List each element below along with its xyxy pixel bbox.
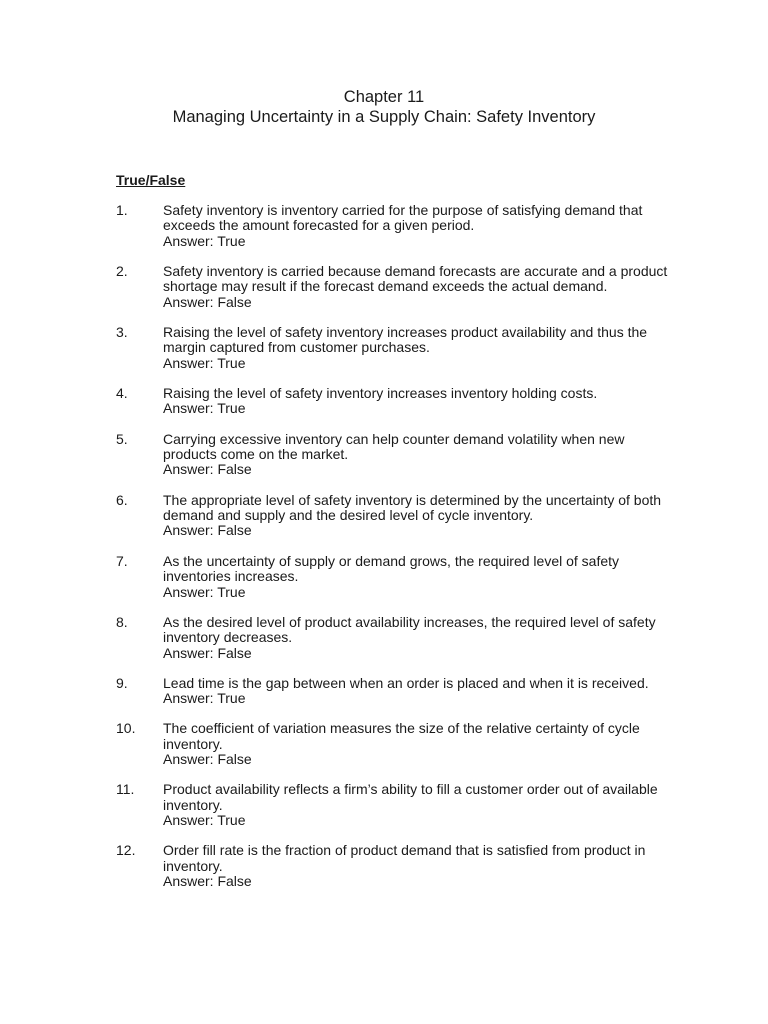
question-body xyxy=(163,432,676,478)
question-item xyxy=(116,432,676,478)
question-number: 1. xyxy=(116,202,128,218)
question-number: 8. xyxy=(116,613,128,630)
question-number: 2. xyxy=(116,263,128,280)
question-answer: Answer: True xyxy=(163,400,246,417)
question-item xyxy=(116,386,676,417)
question-body xyxy=(163,386,676,417)
question-answer: Answer: False xyxy=(163,293,252,310)
question-answer: Answer: False xyxy=(163,873,252,890)
question-body xyxy=(163,264,676,310)
question-answer: Answer: True xyxy=(163,232,246,249)
question-text: The appropriate level of safety inventory is determined by the uncertainty of both demand and supply and the desired level of cycle inventory. xyxy=(163,491,662,524)
question-text: As the desired level of product availability increases, the required level of safety inventory decreases. xyxy=(163,613,656,646)
question-answer: Answer: False xyxy=(163,751,252,768)
question-number: 11. xyxy=(116,781,135,798)
question-item xyxy=(116,676,676,707)
question-text: Order fill rate is the fraction of product demand that is satisfied from product in inventory. xyxy=(163,842,646,874)
question-body xyxy=(163,843,676,889)
question-text: Lead time is the gap between when an order is placed and when it is received. xyxy=(163,674,649,691)
question-number: 10. xyxy=(116,720,136,737)
question-body xyxy=(163,615,676,661)
question-number: 12. xyxy=(116,842,136,859)
question-body xyxy=(163,782,676,828)
question-body xyxy=(163,203,676,249)
question-body xyxy=(163,554,676,600)
question-text: Product availability reflects a firm’s ability to fill a customer order out of available inventory. xyxy=(163,781,658,813)
chapter-title: Managing Uncertainty in a Supply Chain: Safety Inventory xyxy=(172,108,596,126)
question-number: 3. xyxy=(116,324,128,341)
question-item xyxy=(116,782,676,828)
question-item xyxy=(116,843,676,889)
question-body xyxy=(163,676,676,707)
question-number: 6. xyxy=(116,491,128,508)
question-list xyxy=(116,203,676,890)
question-text: Carrying excessive inventory can help counter demand volatility when new products come on the market. xyxy=(163,430,625,463)
question-answer: Answer: True xyxy=(163,690,246,707)
question-number: 7. xyxy=(116,552,128,569)
question-item xyxy=(116,264,676,310)
question-answer: Answer: False xyxy=(163,644,252,661)
question-item xyxy=(116,325,676,371)
question-text: Safety inventory is inventory carried for the purpose of satisfying demand that exceeds the amount forecasted for a given period. xyxy=(163,202,643,234)
question-text: The coefficient of variation measures the size of the relative certainty of cycle inventory. xyxy=(163,720,640,752)
question-number: 4. xyxy=(116,385,128,402)
question-body xyxy=(163,721,676,767)
chapter-header xyxy=(0,87,768,127)
question-answer: Answer: True xyxy=(163,354,246,371)
question-text: Safety inventory is carried because demand forecasts are accurate and a product shortage may result if the forecast demand exceeds the actual demand. xyxy=(163,263,668,295)
question-item xyxy=(116,493,676,539)
question-answer: Answer: True xyxy=(163,583,246,600)
question-body xyxy=(163,325,676,371)
question-text: As the uncertainty of supply or demand grows, the required level of safety inventories increases. xyxy=(163,552,620,585)
question-answer: Answer: True xyxy=(163,812,246,829)
question-number: 9. xyxy=(116,674,128,691)
question-item xyxy=(116,721,676,767)
question-item xyxy=(116,615,676,661)
question-answer: Answer: False xyxy=(163,461,252,478)
section-heading-true-false: True/False xyxy=(116,172,186,188)
chapter-number: Chapter 11 xyxy=(343,88,425,106)
question-item xyxy=(116,203,676,249)
question-item xyxy=(116,554,676,600)
question-number: 5. xyxy=(116,430,128,447)
question-text: Raising the level of safety inventory increases product availability and thus the margin captured from customer purchases. xyxy=(163,324,648,356)
question-text: Raising the level of safety inventory increases inventory holding costs. xyxy=(163,385,598,402)
question-answer: Answer: False xyxy=(163,522,252,539)
question-body xyxy=(163,493,676,539)
